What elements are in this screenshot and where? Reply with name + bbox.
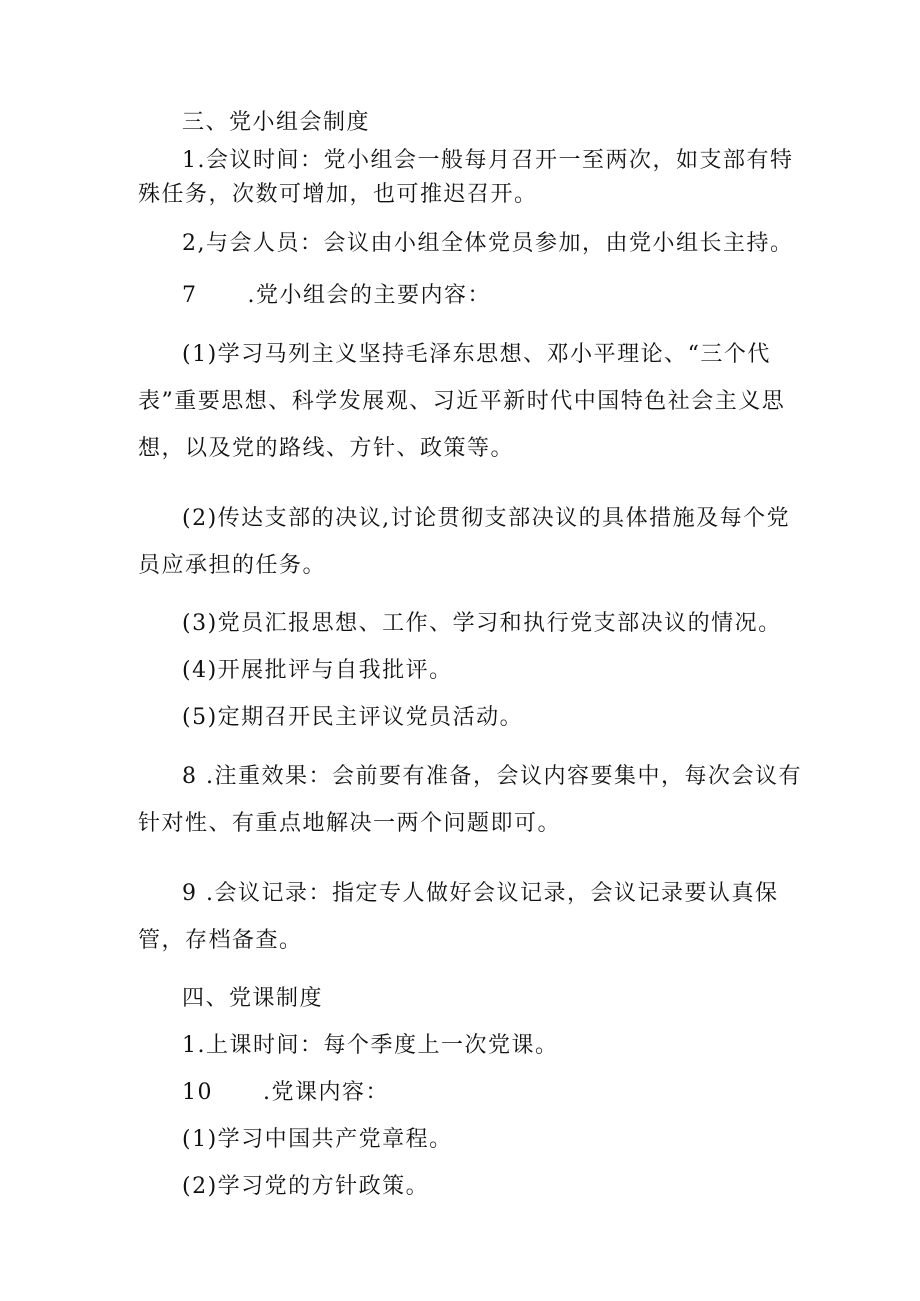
section-heading-4: 四、党课制度 bbox=[182, 986, 324, 1011]
list-item-1: (1)学习马列主义坚持毛泽东思想、邓小平理论、“三个代表”重要思想、科学发展观、习近平新时代中国特色社会主义思想，以及党的路线、方针、政策等。 bbox=[138, 342, 786, 461]
paragraph-meeting-time: 1.会议时间：党小组会一般每月召开一至两次，如支部有特殊任务，次数可增加，也可推迟召开。 bbox=[138, 148, 794, 207]
class-item-2: (2)学习党的方针政策。 bbox=[182, 1174, 430, 1199]
list-item-2: (2)传达支部的决议,讨论贯彻支部决议的具体措施及每个党员应承担的任务。 bbox=[138, 506, 791, 578]
paragraph-attendees: 2,与会人员：会议由小组全体党员参加，由党小组长主持。 bbox=[182, 231, 794, 256]
list-item-5: (5)定期召开民主评议党员活动。 bbox=[182, 705, 524, 730]
list-item-4: (4)开展批评与自我批评。 bbox=[182, 658, 453, 683]
section-heading-3: 三、党小组会制度 bbox=[182, 110, 371, 135]
item-title: .党课内容： bbox=[263, 1080, 389, 1105]
document-body bbox=[138, 104, 803, 1222]
item-number: 7 bbox=[182, 283, 198, 308]
paragraph-effectiveness: 8 .注重效果：会前要有准备，会议内容要集中，每次会议有针对性、有重点地解决一两个问题即可。 bbox=[138, 764, 802, 836]
paragraph-class-content-heading bbox=[138, 1081, 803, 1105]
class-item-1: (1)学习中国共产党章程。 bbox=[182, 1127, 453, 1152]
item-title: .党小组会的主要内容： bbox=[247, 283, 491, 308]
paragraph-main-content-heading bbox=[138, 284, 803, 308]
paragraph-class-time: 1.上课时间：每个季度上一次党课。 bbox=[182, 1033, 559, 1058]
item-number: 10 bbox=[182, 1080, 213, 1105]
paragraph-minutes: 9 .会议记录：指定专人做好会议记录，会议记录要认真保管，存档备查。 bbox=[138, 881, 779, 953]
list-item-3: (3)党员汇报思想、工作、学习和执行党支部决议的情况。 bbox=[182, 611, 782, 636]
